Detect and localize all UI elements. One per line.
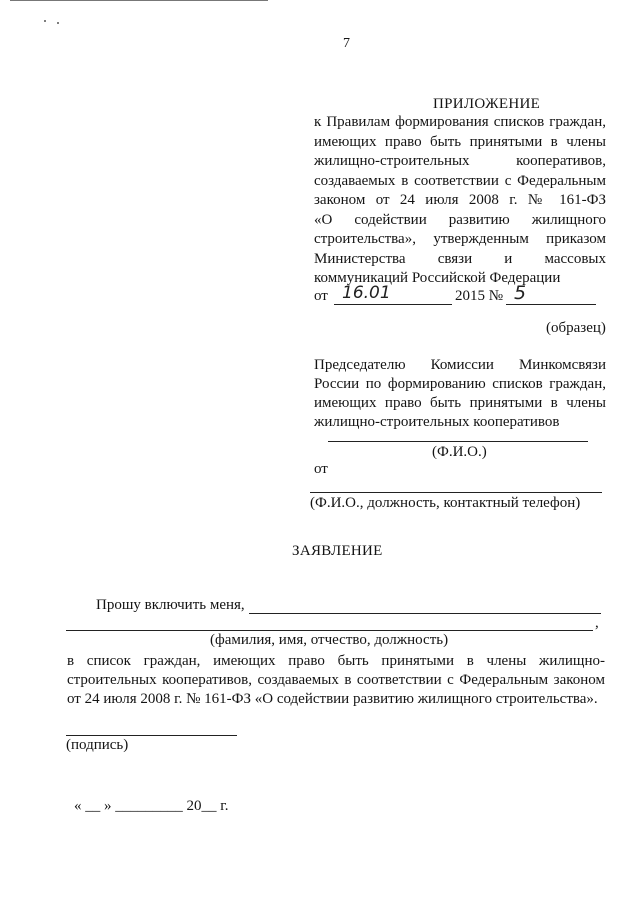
document-heading: ЗАЯВЛЕНИЕ <box>292 543 383 559</box>
order-date-handwritten: 16.01 <box>342 283 391 303</box>
appendix-line: Министерства связи и массовых <box>314 250 606 267</box>
addressee-line: России по формированию списков граждан, <box>314 376 606 392</box>
from-label: от <box>314 461 328 477</box>
order-prefix: от <box>314 288 328 304</box>
addressee-block <box>314 356 606 432</box>
sample-label: (образец) <box>546 320 606 336</box>
fio-caption: (Ф.И.О.) <box>432 444 487 460</box>
request-name-line-2 <box>66 630 593 631</box>
from-line <box>310 492 602 493</box>
request-line: от 24 июля 2008 г. № 161-ФЗ «О содействии развитию жилищного строительства». <box>67 691 598 707</box>
appendix-body <box>314 113 606 289</box>
request-line: строительных кооперативов, создаваемых в соответствии с Федеральным законом <box>67 672 605 688</box>
appendix-title: ПРИЛОЖЕНИЕ <box>433 96 541 112</box>
page-number: 7 <box>343 36 350 51</box>
appendix-line: коммуникаций Российской Федерации <box>314 270 561 286</box>
order-number-handwritten: 5 <box>514 282 527 304</box>
request-name-caption: (фамилия, имя, отчество, должность) <box>210 632 449 648</box>
scan-dot <box>44 20 46 22</box>
order-year-label: 2015 № <box>455 288 504 304</box>
scan-edge-line <box>10 0 268 1</box>
appendix-line: строительства», утвержденным приказом <box>314 231 606 247</box>
signature-line <box>66 735 237 736</box>
appendix-line: имеющих право быть принятыми в члены <box>314 133 606 150</box>
request-line: в список граждан, имеющих право быть принятыми в члены жилищно- <box>67 653 605 669</box>
addressee-line: имеющих право быть принятыми в члены <box>314 395 606 411</box>
appendix-line: жилищно-строительных кооперативов, <box>314 153 606 169</box>
request-body <box>67 652 605 709</box>
appendix-line: «О содействии развитию жилищного <box>314 211 606 228</box>
signature-caption: (подпись) <box>66 737 129 753</box>
fio-line <box>328 441 588 442</box>
addressee-line: жилищно-строительных кооперативов <box>314 414 560 430</box>
appendix-line: к Правилам формирования списков граждан, <box>314 114 606 130</box>
scan-dot <box>57 22 59 24</box>
addressee-line: Председателю Комиссии Минкомсвязи <box>314 357 606 373</box>
request-label: Прошу включить меня, <box>96 597 245 613</box>
order-date-row <box>314 282 596 308</box>
from-caption: (Ф.И.О., должность, контактный телефон) <box>310 495 581 511</box>
appendix-line: законом от 24 июля 2008 г. № 161-ФЗ <box>314 192 606 208</box>
request-comma: , <box>595 615 599 631</box>
request-name-line <box>249 613 601 614</box>
date-field: « __ » _________ 20__ г. <box>74 798 229 814</box>
appendix-line: создаваемых в соответствии с Федеральным <box>314 172 606 189</box>
